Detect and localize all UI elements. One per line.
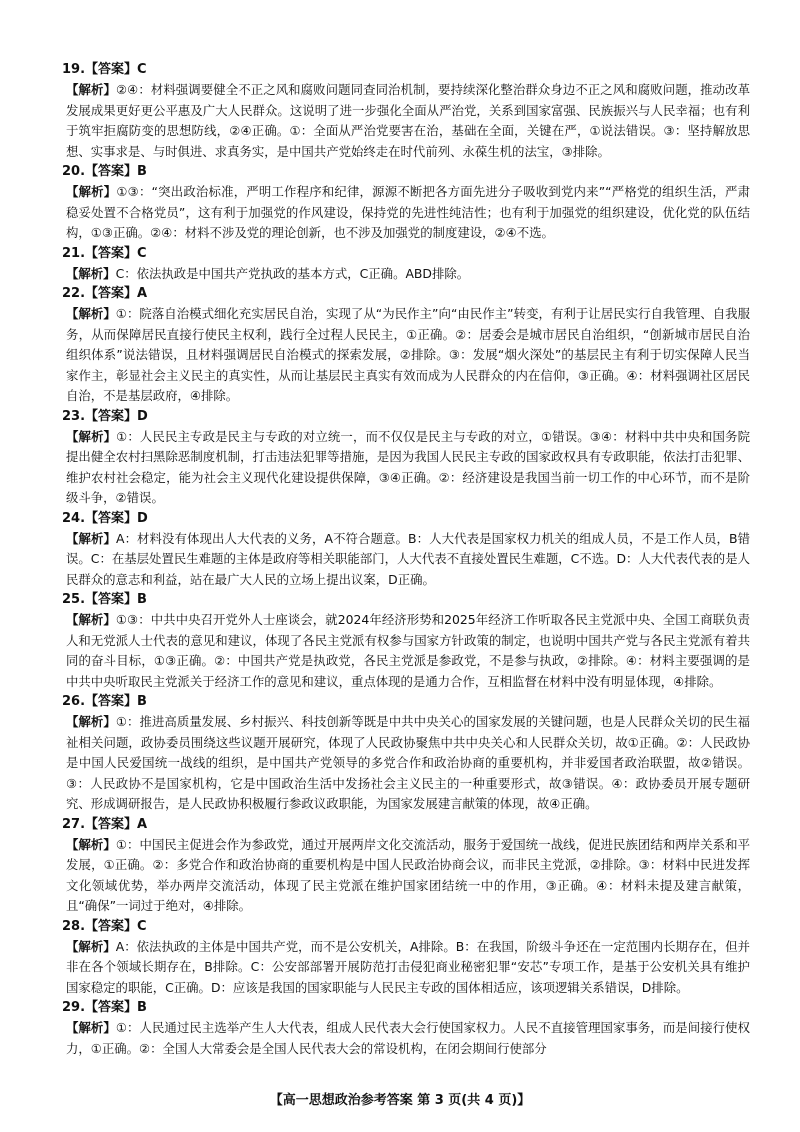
analysis-paragraph	[66, 427, 750, 509]
analysis-paragraph	[66, 1018, 750, 1059]
analysis-text: ①③：中共中央召开党外人士座谈会，就2024年经济形势和2025年经济工作听取各民主党派中央、全国工商联负责人和无党派人士代表的意见和建议，体现了各民主党派有权参与国家方针政策的制定，也说明中国共产党与各民主党派有着共同的奋斗目标，①③正确。②：中国共产党是执政党，各民主党派是参政党，不是参与执政，②排除。④：材料主要强调的是中共中央听取民主党派关于经济工作的意见和建议，重点体现的是通力合作，互相监督在材料中没有明显体现，④排除。	[66, 612, 750, 689]
analysis-text: A：材料没有体现出人大代表的义务，A不符合题意。B：人大代表是国家权力机关的组成人员，不是工作人员，B错误。C：在基层处置民生难题的主体是政府等相关职能部门，人大代表不直接处置民生难题，C不选。D：人大代表代表的是人民群众的意志和利益，站在最广大人民的立场上提出议案，D正确。	[66, 530, 751, 587]
answer-heading: 24.【答案】D	[62, 510, 148, 526]
analysis-tag: 【解析】	[66, 184, 117, 199]
analysis-text: ①：院落自治模式细化充实居民自治，实现了从“为民作主”向“由民作主”转变，有利于让居民实行自我管理、自我服务，从而保障居民直接行使民主权利，践行全过程人民民主，①正确。②：居委会是城市居民自治组织，“创新城市居民自治组织体系”说法错误，且材料强调居民自治模式的探索发展，②排除。③：发展“烟火深处”的基层民主有利于切实保障人民当家作主，彰显社会主义民主的真实性，从而让基层民主真实有效而成为人民群众的内在信仰，③正确。④：材料强调社区居民自治，不是基层政府，④排除。	[66, 306, 750, 403]
analysis-paragraph	[66, 182, 750, 244]
answer-item-22	[62, 284, 750, 407]
answer-item-26	[62, 692, 750, 815]
analysis-tag: 【解析】	[66, 265, 116, 281]
answer-heading: 27.【答案】A	[62, 816, 148, 832]
answer-item-21	[62, 244, 750, 285]
answer-heading: 23.【答案】D	[62, 408, 148, 424]
analysis-paragraph	[66, 529, 750, 591]
answer-heading: 19.【答案】C	[62, 62, 147, 77]
analysis-text: ①：中国民主促进会作为参政党，通过开展两岸文化交流活动，服务于爱国统一战线，促进民族团结和两岸关系和平发展，①正确。②：多党合作和政治协商的重要机构是中国人民政治协商会议，而非民主党派，②排除。③：材料中民进发挥文化领域优势，举办两岸交流活动，体现了民主党派在维护国家团结统一中的作用，③正确。④：材料未提及建言献策，且“确保”一词过于绝对，④排除。	[66, 836, 750, 913]
page-footer: 【高一思想政治参考答案 第 3 页(共 4 页)】	[269, 1093, 531, 1108]
answer-item-20	[62, 162, 751, 244]
analysis-paragraph	[66, 712, 750, 815]
analysis-text: ①：人民民主专政是民主与专政的对立统一，而不仅仅是民主与专政的对立，①错误。③④：材料中共中央和国务院提出健全农村扫黑除恶制度机制，打击违法犯罪等措施，是因为我国人民民主专政的国家政权具有专政职能，依法打击犯罪、维护农村社会稳定，能为社会主义现代化建设提供保障，③④正确。②：经济建设是我国当前一切工作的中心环节，而不是阶级斗争，②错误。	[66, 428, 751, 505]
answer-item-29	[62, 998, 750, 1059]
analysis-tag: 【解析】	[66, 1020, 116, 1035]
answer-item-24	[62, 509, 751, 591]
analysis-tag: 【解析】	[66, 836, 116, 852]
answer-heading: 26.【答案】B	[62, 694, 147, 709]
analysis-paragraph	[66, 264, 750, 285]
answer-heading: 22.【答案】A	[62, 286, 148, 301]
analysis-text: A：依法执政的主体是中国共产党，而不是公安机关，A排除。B：在我国，阶级斗争还在一定范围内长期存在，但并非在各个领域长期存在，B排除。C：公安部部署开展防范打击侵犯商业秘密犯罪“安芯”专项工作，是基于公安机关具有维护国家稳定的职能，C正确。D：应该是我国的国家职能与人民民主专政的国体相适应，该项逻辑关系错误，D排除。	[66, 938, 751, 995]
analysis-text: ②④：材料强调要健全不正之风和腐败问题同查同治机制，要持续深化整治群众身边不正之风和腐败问题，推动改革发展成果更好更公平惠及广大人民群众。这说明了进一步强化全面从严治党，关系到国家富强、民族振兴与人民幸福；也有利于筑牢拒腐防变的思想防线，②④正确。①：全面从严治党要害在治，基础在全面，关键在严，①说法错误。③：坚持解放思想、实事求是、与时俱进、求真务实，是中国共产党始终走在时代前列、永葆生机的法宝，③排除。	[66, 82, 751, 159]
analysis-tag: 【解析】	[66, 612, 116, 627]
analysis-paragraph	[66, 80, 750, 162]
analysis-paragraph	[66, 937, 750, 999]
answer-item-28	[62, 917, 751, 999]
answer-item-19	[62, 60, 751, 162]
answer-item-27	[62, 815, 750, 917]
answer-heading: 29.【答案】B	[62, 1000, 147, 1015]
analysis-text: ①③：“突出政治标准，严明工作程序和纪律，源源不断把各方面先进分子吸收到党内来”“严格党的组织生活，严肃稳妥处置不合格党员”，这有利于加强党的作风建设，保持党的先进性纯洁性；也有利于加强党的组织建设，优化党的队伍结构，①③正确。②④：材料不涉及党的理论创新，也不涉及加强党的制度建设，②④不选。	[66, 184, 751, 240]
analysis-text: ①：推进高质量发展、乡村振兴、科技创新等既是中共中央关心的国家发展的关键问题，也是人民群众关切的民生福祉相关问题，政协委员围绕这些议题开展研究，体现了人民政协聚焦中共中央关心和人民群众关切，故①正确。②：人民政协是中国人民爱国统一战线的组织，是中国共产党领导的多党合作和政治协商的重要机构，并非爱国者政治联盟，故②错误。③：人民政协不是国家机构，它是中国政治生活中发扬社会主义民主的一种重要形式，故③错误。④：政协委员开展专题研究、形成调研报告，是人民政协积极履行参政议政职能，为国家发展建言献策的体现，故④正确。	[66, 714, 750, 811]
analysis-tag: 【解析】	[66, 428, 117, 444]
answer-item-23	[62, 407, 751, 509]
analysis-text: C：依法执政是中国共产党执政的基本方式，C正确。ABD排除。	[115, 265, 470, 281]
analysis-paragraph	[66, 304, 750, 407]
analysis-paragraph	[66, 610, 750, 692]
analysis-text: ①：人民通过民主选举产生人大代表，组成人民代表大会行使国家权力。人民不直接管理国家事务，而是间接行使权力，①正确。②：全国人大常委会是全国人民代表大会的常设机构，在闭会期间行使部分	[66, 1020, 750, 1056]
analysis-tag: 【解析】	[66, 530, 116, 546]
analysis-paragraph	[66, 835, 750, 917]
answer-heading: 28.【答案】C	[62, 918, 147, 934]
answer-heading: 20.【答案】B	[62, 164, 147, 179]
answer-heading: 21.【答案】C	[62, 245, 147, 261]
analysis-tag: 【解析】	[66, 714, 116, 729]
answer-item-25	[62, 590, 750, 692]
analysis-tag: 【解析】	[66, 306, 116, 321]
analysis-tag: 【解析】	[66, 938, 116, 954]
analysis-tag: 【解析】	[66, 82, 116, 97]
answer-heading: 25.【答案】B	[62, 592, 147, 607]
